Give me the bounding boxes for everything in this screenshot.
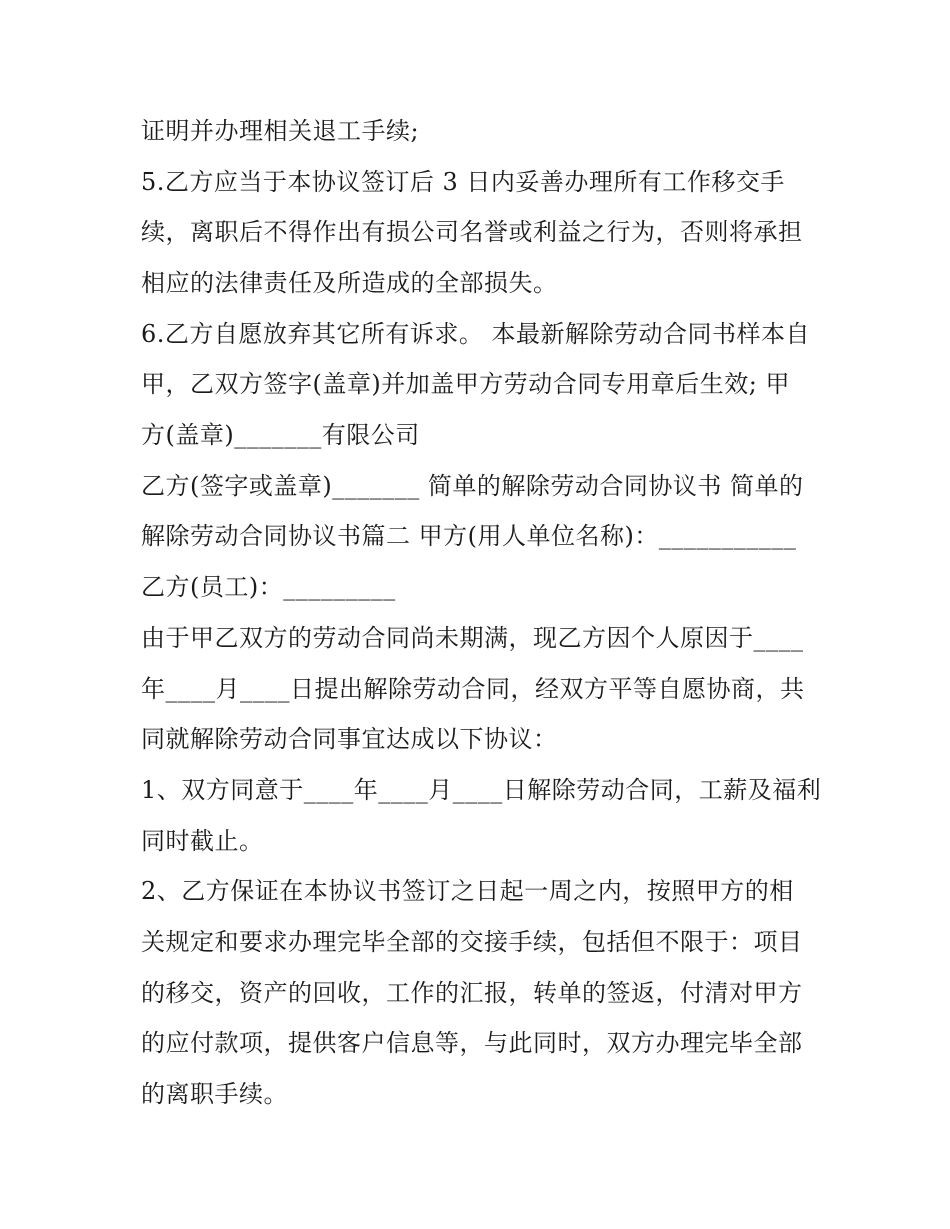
text-line-16: 2、乙方保证在本协议书签订之日起一周之内，按照甲方的相: [141, 877, 794, 905]
text-line-17: 关规定和要求办理完毕全部的交接手续，包括但不限于：项目: [141, 928, 803, 956]
text-line-6: 甲，乙双方签字(盖章)并加盖甲方劳动合同专用章后生效; 甲: [141, 370, 790, 398]
text-line-12: 年____月____日提出解除劳动合同，经双方平等自愿协商，共: [141, 675, 805, 703]
text-line-14: 1、双方同意于____年____月____日解除劳动合同，工薪及福利: [141, 776, 822, 804]
text-line-4: 相应的法律责任及所造成的全部损失。: [141, 269, 558, 297]
text-line-8: 乙方(签字或盖章)_______ 简单的解除劳动合同协议书 简单的: [141, 472, 804, 500]
text-line-3: 续，离职后不得作出有损公司名誉或利益之行为，否则将承担: [141, 218, 803, 246]
text-line-15: 同时截止。: [141, 827, 264, 855]
text-line-19: 的应付款项，提供客户信息等，与此同时，双方办理完毕全部: [141, 1029, 803, 1057]
text-line-9: 解除劳动合同协议书篇二 甲方(用人单位名称)：___________: [141, 522, 797, 550]
text-line-2: 5.乙方应当于本协议签订后 3 日内妥善办理所有工作移交手: [141, 168, 785, 196]
text-line-5: 6.乙方自愿放弃其它所有诉求。 本最新解除劳动合同书样本自: [141, 320, 811, 348]
text-line-18: 的移交，资产的回收，工作的汇报，转单的签返，付清对甲方: [141, 979, 803, 1007]
text-line-20: 的离职手续。: [141, 1080, 288, 1108]
text-line-7: 方(盖章)_______有限公司: [141, 421, 420, 449]
text-line-1: 证明并办理相关退工手续;: [141, 117, 420, 145]
text-line-11: 由于甲乙双方的劳动合同尚未期满，现乙方因个人原因于____: [141, 624, 804, 652]
text-line-10: 乙方(员工)：_________: [141, 573, 396, 601]
text-line-13: 同就解除劳动合同事宜达成以下协议：: [141, 725, 558, 753]
